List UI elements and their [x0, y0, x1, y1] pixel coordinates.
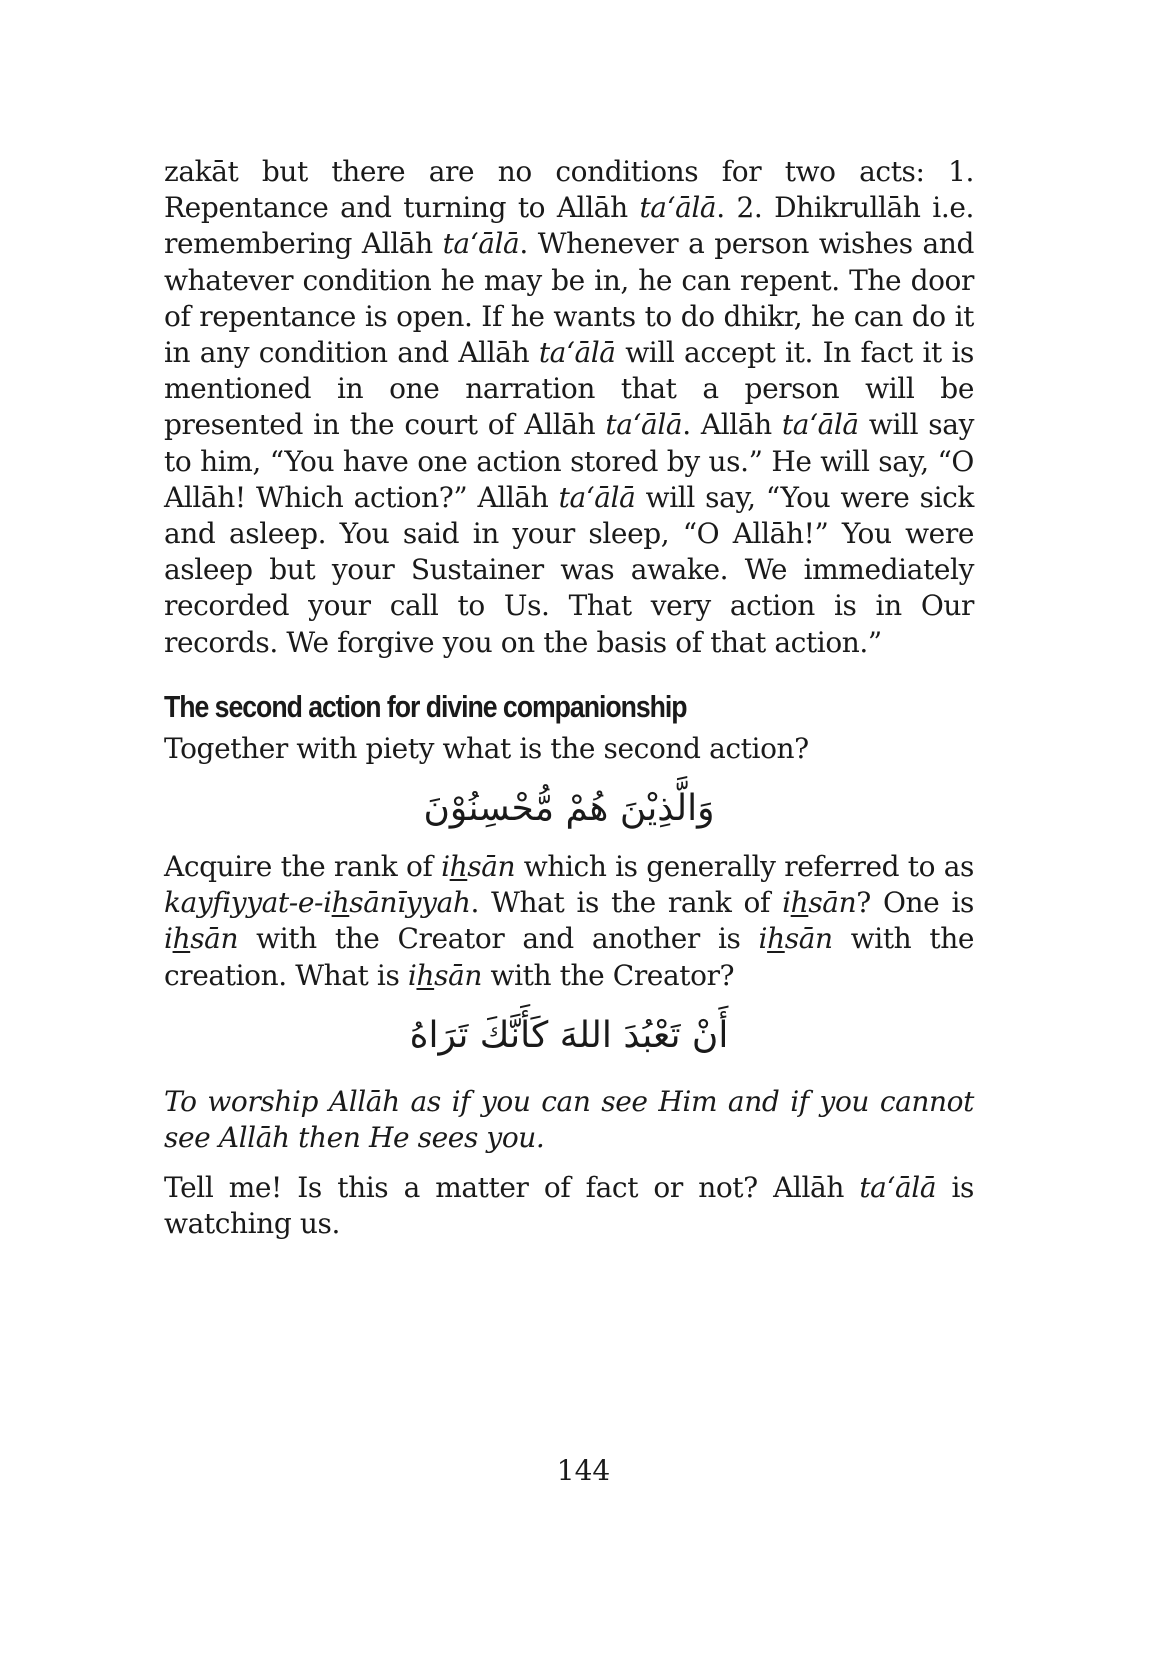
paragraph-ihsan: Acquire the rank of ihsān which is generally referred to as kayfiyyat-e-ihsānīyyah. What is the rank of ihsān? One is ihsān with the Creator and another is ihsān with the creation. What is ihsān with the Creator? — [164, 850, 975, 992]
arabic-hadith: أَنْ تَعْبُدَ اللهَ كَأَنَّكَ تَرَاهُ — [409, 1014, 729, 1056]
arabic-verse-muhsinun: وَالَّذِيْنَ هُمْ مُّحْسِنُوْنَ — [423, 788, 715, 830]
term-ihsan: ihsān — [407, 958, 483, 992]
paragraph-repentance: zakāt but there are no conditions for two acts: 1. Repentance and turning to Allāh ta‘ālā. 2. Dhikrullāh i.e. remembering Allāh ta‘ālā. Whenever a person wishes and whatever condition he may be in, he can repent. The door of repentance is open. If he wants to do dhikr, he can do it in any condition and Allāh ta‘ālā will accept it. In fact it is mentioned in one narration that a person will be presented in the court of Allāh ta‘ālā. Allāh ta‘ālā will say to him, “You have one action stored by us.” He will say, “O Allāh! Which action?” Allāh ta‘ālā will say, “You were sick and asleep. You said in your sleep, “O Allāh!” You were asleep but your Sustainer was awake. We immediately recorded your call to Us. That very action is in Our records. We forgive you on the basis of that action.” — [164, 155, 974, 659]
page-number: 144 — [556, 1454, 611, 1487]
term-ihsan: ihsān — [758, 922, 833, 956]
section-heading: The second action for divine companionship — [164, 688, 687, 724]
term-ihsan: ihsān — [441, 850, 516, 884]
term-ihsan: ihsān — [782, 886, 857, 920]
paragraph-second-action: Together with piety what is the second action? — [164, 731, 809, 765]
translation-quote: To worship Allāh as if you can see Him and if you cannot see Allāh then He sees you. — [164, 1084, 974, 1155]
paragraph-watching: Tell me! Is this a matter of fact or not? Allāh ta‘ālā is watching us. — [164, 1171, 974, 1241]
page-content — [164, 154, 974, 1243]
term-kayfiyyat: kayfiyyat-e-ihsānīyyah — [164, 886, 471, 920]
term-ihsan: ihsān — [164, 922, 239, 956]
